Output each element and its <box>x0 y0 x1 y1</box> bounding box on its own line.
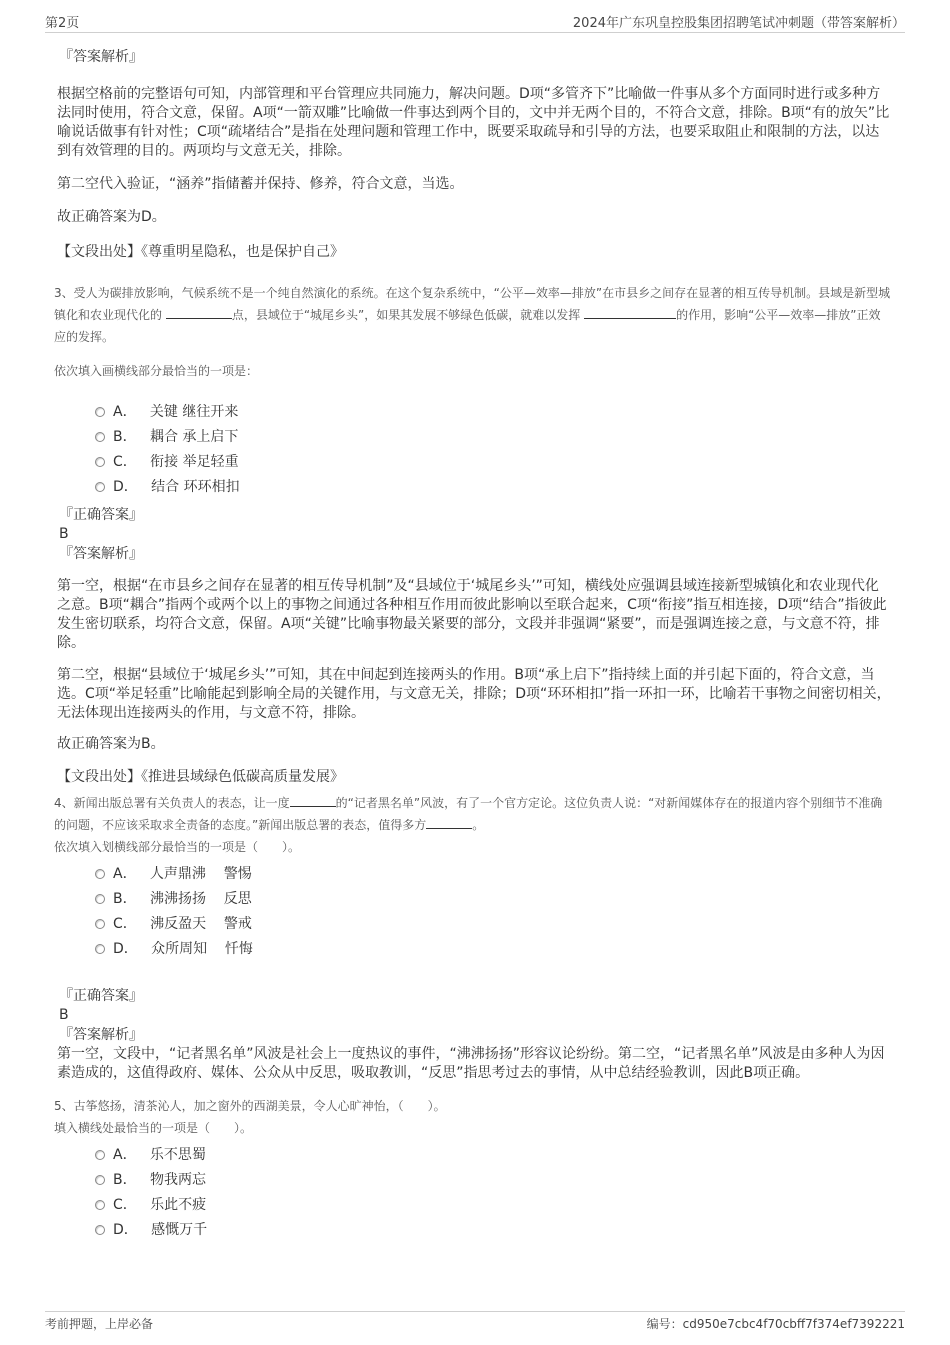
analysis-tag: 『答案解析』 <box>59 49 143 65</box>
correct-answer: B <box>59 526 69 542</box>
option-c[interactable]: C． 衔接 举足轻重 <box>95 450 892 475</box>
radio-button-icon[interactable] <box>95 432 105 442</box>
question-4-prompt: 依次填入划横线部分最恰当的一项是（ ）。 <box>54 840 301 854</box>
analysis-tag: 『答案解析』 <box>59 546 143 562</box>
document-title: 2024年广东巩皇控股集团招聘笔试冲刺题（带答案解析） <box>572 16 905 31</box>
page-footer <box>45 1311 905 1338</box>
source-citation: 【文段出处】《尊重明星隐私，也是保护自己》 <box>57 244 344 260</box>
radio-button-icon[interactable] <box>95 482 105 492</box>
analysis-paragraph: 第二空，根据“县域位于‘城尾乡头’”可知，其在中间起到连接两头的作用。B项“承上启下”指持续上面的并引起下面的，符合文意，当选。C项“举足轻重”比喻能起到影响全局的关键作用，与文意无关，排除；D项“环环相扣”指一环扣一环，比喻若干事物之间密切相关，无法体现出连接两头的作用，与文意不符，排除。 <box>57 667 891 721</box>
radio-button-icon[interactable] <box>95 1225 105 1235</box>
radio-button-icon[interactable] <box>95 1200 105 1210</box>
document-id: 编号：cd950e7cbc4f70cbff7f374ef7392221 <box>646 1317 905 1331</box>
correct-answer-tag: 『正确答案』 <box>59 507 143 523</box>
radio-button-icon[interactable] <box>95 457 105 467</box>
question-4-stem: 4、新闻出版总署有关负责人的表态，让一度 的“记者黑名单”风波，有了一个官方定论。这位负责人说：“对新闻媒体存在的报道内容个别细节不准确的问题，不应该采取求全责备的态度。”新闻出版总署的表态，值得多方 。 <box>54 796 883 832</box>
radio-button-icon[interactable] <box>95 894 105 904</box>
question-4-options <box>95 862 892 962</box>
analysis-tag: 『答案解析』 <box>59 1027 143 1043</box>
question-3-stem: 3、受人为碳排放影响，气候系统不是一个纯自然演化的系统。在这个复杂系统中，“公平—效率—排放”在市县乡之间存在显著的相互传导机制。县域是新型城镇化和农业现代化的 点，县域位于“城尾乡头”，如果其发展不够绿色低碳，就难以发挥 的作用，影响“公平—效率—排放”正效应的发挥。 <box>54 286 891 344</box>
option-d[interactable]: D． 众所周知 忏悔 <box>95 937 892 962</box>
analysis-paragraph: 第一空，根据“在市县乡之间存在显著的相互传导机制”及“县域位于‘城尾乡头’”可知，横线处应强调县域连接新型城镇化和农业现代化之意。B项“耦合”指两个或两个以上的事物之间通过各种相互作用而彼此影响以至联合起来，C项“衔接”指互相连接，D项“结合”指彼此发生密切联系，均符合文意，保留。A项“关键”比喻事物最关紧要的部分，文段并非强调“紧要”，而是强调连接之意，与文意不符，排除。 <box>57 578 887 651</box>
option-c[interactable]: C． 沸反盈天 警戒 <box>95 912 892 937</box>
question-3-options <box>95 400 892 500</box>
question-5-stem: 5、古筝悠扬，清茶沁人，加之窗外的西湖美景，令人心旷神怡，（ ）。 <box>54 1099 446 1113</box>
document-body <box>54 38 892 1243</box>
question-3-prompt: 依次填入画横线部分最恰当的一项是： <box>54 364 259 378</box>
radio-button-icon[interactable] <box>95 919 105 929</box>
radio-button-icon[interactable] <box>95 1150 105 1160</box>
option-d[interactable]: D． 结合 环环相扣 <box>95 475 892 500</box>
correct-answer-tag: 『正确答案』 <box>59 988 143 1004</box>
option-b[interactable]: B． 沸沸扬扬 反思 <box>95 887 892 912</box>
question-5-prompt: 填入横线处最恰当的一项是（ ）。 <box>54 1121 253 1135</box>
option-a[interactable]: A． 人声鼎沸 警惕 <box>95 862 892 887</box>
radio-button-icon[interactable] <box>95 944 105 954</box>
radio-button-icon[interactable] <box>95 1175 105 1185</box>
analysis-conclusion: 故正确答案为B。 <box>57 736 165 752</box>
option-b[interactable]: B． 耦合 承上启下 <box>95 425 892 450</box>
analysis-paragraph: 第一空，文段中，“记者黑名单”风波是社会上一度热议的事件，“沸沸扬扬”形容议论纷纷。第二空，“记者黑名单”风波是由多种人为因素造成的，这值得政府、媒体、公众从中反思，吸取教训，“反思”指思考过去的事情，从中总结经验教训，因此B项正确。 <box>57 1046 885 1081</box>
option-a[interactable]: A． 乐不思蜀 <box>95 1143 892 1168</box>
analysis-conclusion: 故正确答案为D。 <box>57 209 166 225</box>
source-citation: 【文段出处】《推进县域绿色低碳高质量发展》 <box>57 769 344 785</box>
option-d[interactable]: D． 感慨万千 <box>95 1218 892 1243</box>
correct-answer: B <box>59 1007 69 1023</box>
analysis-paragraph: 第二空代入验证，“涵养”指储蓄并保持、修养，符合文意，当选。 <box>57 176 464 192</box>
option-b[interactable]: B． 物我两忘 <box>95 1168 892 1193</box>
radio-button-icon[interactable] <box>95 869 105 879</box>
option-a[interactable]: A． 关键 继往开来 <box>95 400 892 425</box>
radio-button-icon[interactable] <box>95 407 105 417</box>
question-5-options <box>95 1143 892 1243</box>
page-header <box>45 10 905 33</box>
page-number: 第2页 <box>45 16 80 31</box>
analysis-paragraph: 根据空格前的完整语句可知，内部管理和平台管理应共同施力，解决问题。D项“多管齐下”比喻做一件事从多个方面同时进行或多种方法同时使用，符合文意，保留。A项“一箭双雕”比喻做一件事达到两个目的，文中并无两个目的，不符合文意，排除。B项“有的放矢”比喻说话做事有针对性；C项“疏堵结合”是指在处理问题和管理工作中，既要采取疏导和引导的方法，也要采取阻止和限制的方法，以达到有效管理的目的。两项均与文意无关，排除。 <box>57 86 890 159</box>
footer-slogan: 考前押题，上岸必备 <box>45 1317 154 1331</box>
option-c[interactable]: C． 乐此不疲 <box>95 1193 892 1218</box>
